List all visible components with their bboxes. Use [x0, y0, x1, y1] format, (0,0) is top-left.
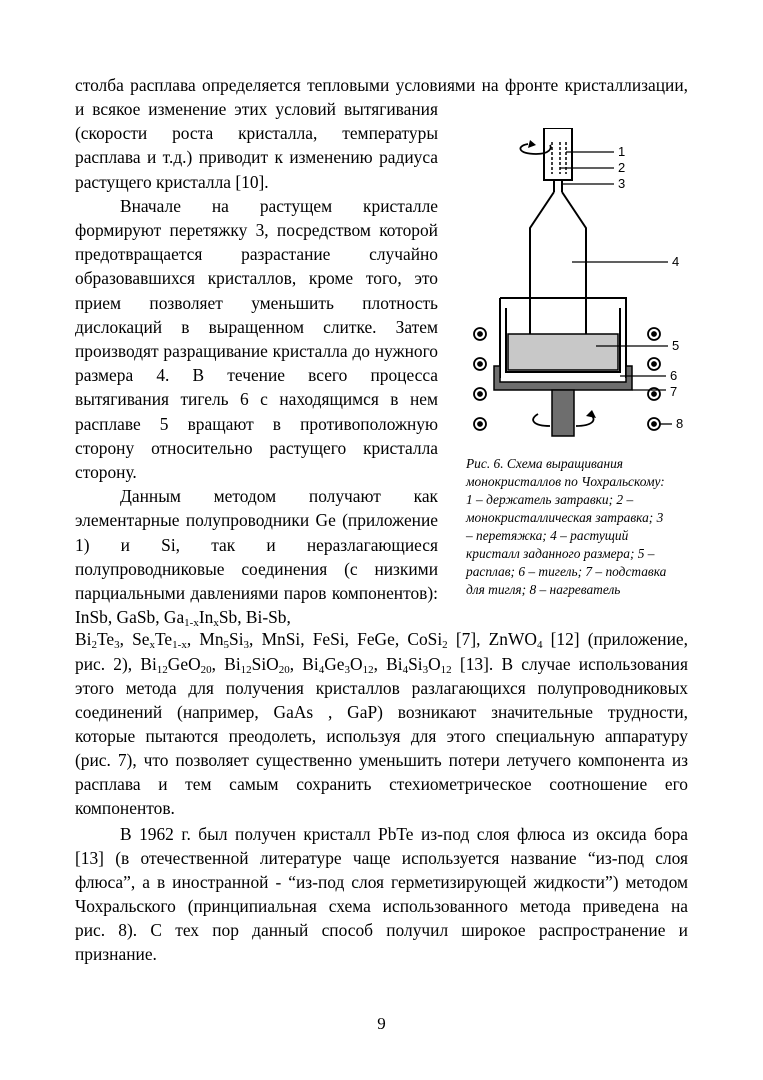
formula-line: рис. 2), $Bi_{12}GeO_{20}$, $Bi_{12}SiO_{20}$, $Bi_4Ge_3O_{12}$, $Bi_4Si_3O_{12}$ [13]. В случае использования: [75, 654, 688, 676]
text-line: компонентов.: [75, 798, 175, 818]
text-line: В 1962 г. был получен кристалл PbTe из-под слоя флюса из оксида бора: [120, 824, 688, 844]
growing-crystal: [530, 192, 586, 338]
paragraph: Вначале на растущем кристалле формируют перетяжку 3, посредством которой предотвращается разрастание случайно образовавшихся кристаллов, кроме того, это прием позволяет уменьшить плотность дислокаций в выращенном слитке. Затем производят разращивание кристалла до нужного размера 4. В течение всего процесса вытягивания тигель 6 с находящимся в нем расплаве 5 вращают в противоположную сторону относительно растущего кристалла сторону.: [75, 195, 438, 483]
paragraph-materials: Данным методом получают как элементарные полупроводники Ge (приложение 1) и Si, так и неразлагающиеся полупроводниковые соединения (с низкими парциальными давлениями паров компонентов): InSb, GaSb, $Ga_{1-x}In_xSb$, Bi-Sb,: [75, 486, 438, 630]
formula-line: $Bi_2Te_3$, $Se_xTe_{1-x}$, $Mn_5Si_3$, MnSi, FeSi, FeGe, CoSi$_2$ [7], ZnWO$_4$ [12] (приложение,: [75, 629, 688, 651]
text-line: которые пытаются преодолеть, используя для этого специальную аппаратуру: [75, 726, 688, 746]
paragraph-continuation: и всякое изменение этих условий вытягивания (скорости роста кристалла, температуры расплава и т.д.) приводит к изменению радиуса растущего кристалла [10].: [75, 99, 438, 192]
figure-caption: Рис. 6. Схема выращивания монокристаллов по Чохральскому: 1 – держатель затравки; 2 – монокристаллическая затравка; 3 – перетяжка; 4 – растущий кристалл заданного размера; 5 – расплав; 6 – тигель; 7 – подставка для тигля; 8 – нагреватель: [466, 456, 667, 597]
label-3: 3: [618, 176, 626, 191]
label-4: 4: [672, 254, 680, 269]
text-line: Чохральского (принципиальная схема использованного метода приведена на: [75, 896, 688, 916]
czochralski-diagram: [468, 128, 724, 448]
label-8: 8: [676, 416, 684, 431]
label-7: 7: [670, 384, 678, 399]
rotation-arrow-icon: [533, 414, 550, 426]
text-line: этого метода для получения кристаллов разлагающихся полупроводниковых: [75, 678, 688, 698]
text-line: (рис. 7), что позволяет существенно уменьшить потери летучего компонента из: [75, 750, 688, 770]
seed-holder: [544, 128, 572, 180]
shaft: [552, 390, 574, 436]
label-2: 2: [618, 160, 626, 175]
text-line: признание.: [75, 944, 157, 964]
text-line: столба расплава определяется тепловыми условиями на фронте кристаллизации,: [75, 75, 688, 95]
text-column: [75, 97, 438, 629]
page-number: 9: [377, 1014, 386, 1033]
label-6: 6: [670, 368, 678, 383]
text-line: расплава и тем самым сохранить стехиометрическое соотношение его: [75, 774, 688, 794]
label-1: 1: [618, 144, 626, 159]
text-line: флюса”, а в иностранной - “из-под слоя герметизирующей жидкости”) методом: [75, 872, 688, 892]
text-line: [13] (в отечественной литературе чаще используется название “из-под слоя: [75, 848, 688, 868]
text-line: соединений (например, GaAs , GaP) возникают значительные трудности,: [75, 702, 688, 722]
label-5: 5: [672, 338, 680, 353]
melt: [508, 334, 618, 370]
text-line: рис. 8). С тех пор данный способ получил широкое распространение и: [75, 920, 688, 940]
